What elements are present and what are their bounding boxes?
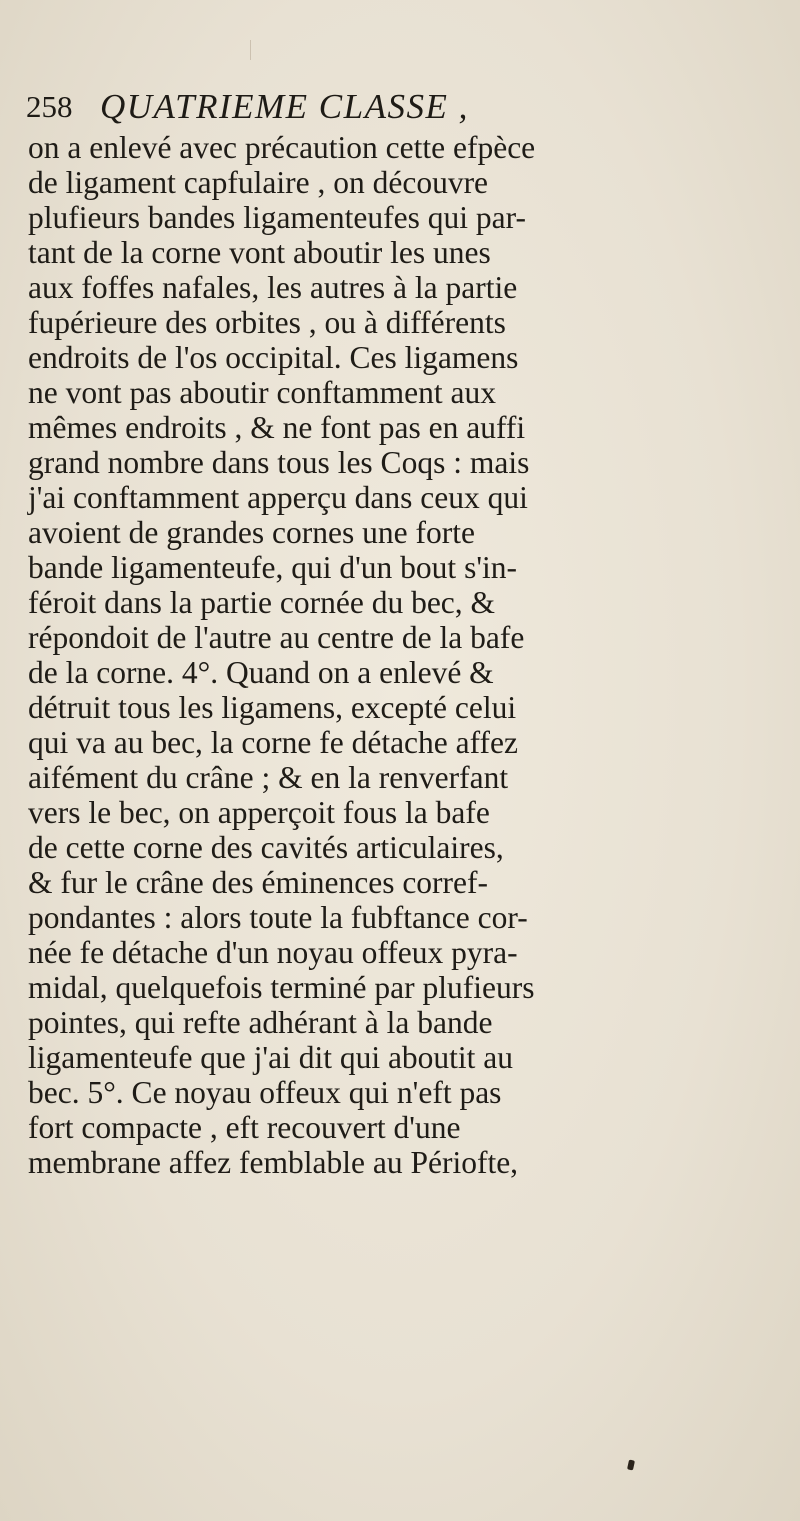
text-line: avoient de grandes cornes une forte	[28, 515, 475, 550]
text-line: mêmes endroits , & ne font pas en auffi	[28, 410, 526, 445]
text-line: fupérieure des orbites , ou à différents	[28, 305, 506, 340]
text-line: de ligament capfulaire , on découvre	[28, 165, 489, 200]
text-line: fort compacte , eft recouvert d'une	[28, 1110, 461, 1145]
text-line: ne vont pas aboutir conftamment aux	[28, 375, 496, 410]
text-line: bande ligamenteufe, qui d'un bout s'in-	[28, 550, 517, 585]
text-line: midal, quelquefois terminé par plufieurs	[28, 970, 535, 1005]
printer-mark	[627, 1459, 635, 1470]
text-line: répondoit de l'autre au centre de la bafe	[28, 620, 525, 655]
text-line: tant de la corne vont aboutir les unes	[28, 235, 491, 270]
text-line: pointes, qui refte adhérant à la bande	[28, 1005, 493, 1040]
page-number: 258	[26, 89, 73, 124]
text-line: & fur le crâne des éminences corref-	[28, 865, 488, 900]
text-line: de cette corne des cavités articulaires,	[28, 830, 504, 865]
text-line: j'ai conftamment apperçu dans ceux qui	[28, 480, 528, 515]
text-line: de la corne. 4°. Quand on a enlevé &	[28, 655, 494, 690]
text-line: aux foffes nafales, les autres à la partie	[28, 270, 518, 305]
text-line: née fe détache d'un noyau offeux pyra-	[28, 935, 518, 970]
text-line: plufieurs bandes ligamenteufes qui par-	[28, 200, 526, 235]
text-line: détruit tous les ligamens, excepté celui	[28, 690, 517, 725]
text-line: endroits de l'os occipital. Ces ligamens	[28, 340, 519, 375]
text-line: vers le bec, on apperçoit fous la bafe	[28, 795, 490, 830]
text-line: on a enlevé avec précaution cette efpèce	[28, 130, 536, 165]
text-line: aifément du crâne ; & en la renverfant	[28, 760, 509, 795]
page-header	[26, 84, 746, 130]
text-line: grand nombre dans tous les Coqs : mais	[28, 445, 530, 480]
running-head: QUATRIEME CLASSE ,	[100, 87, 469, 126]
text-line: pondantes : alors toute la fubftance cor-	[28, 900, 528, 935]
text-line: féroit dans la partie cornée du bec, &	[28, 585, 496, 620]
paper-crease	[250, 40, 251, 60]
body-text	[28, 130, 788, 1180]
text-line: qui va au bec, la corne fe détache affez	[28, 725, 518, 760]
text-line: bec. 5°. Ce noyau offeux qui n'eft pas	[28, 1075, 502, 1110]
text-line: ligamenteufe que j'ai dit qui aboutit au	[28, 1040, 514, 1075]
text-line: membrane affez femblable au Périofte,	[28, 1145, 519, 1180]
